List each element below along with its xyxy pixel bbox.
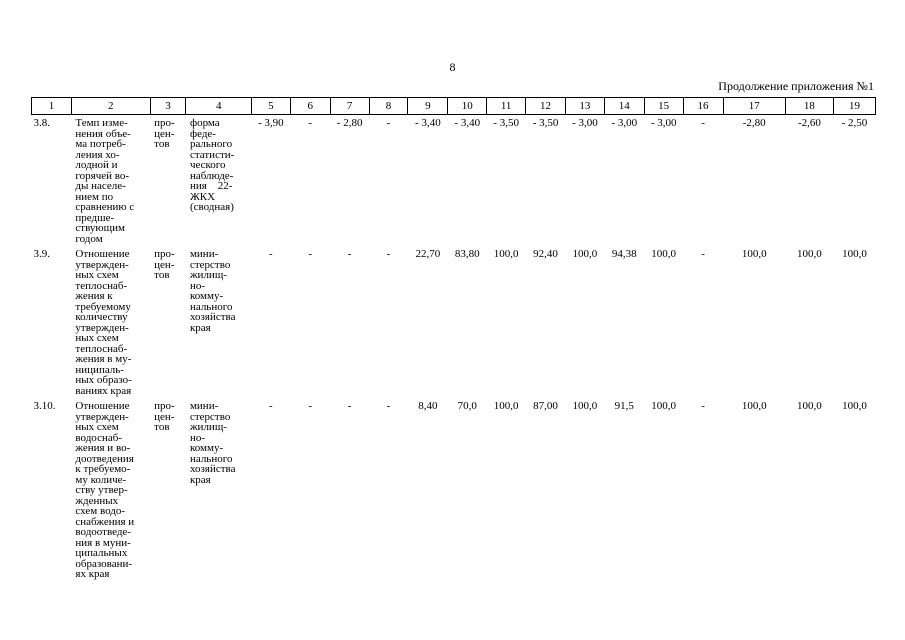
value-cell: 100,0	[797, 248, 822, 260]
value-cell: - 3,50	[532, 117, 559, 129]
value-cell: -	[701, 400, 705, 412]
source-cell: мини- стерство жилищ- но- комму- нального хозяйства края	[189, 400, 236, 486]
header-cell: 13	[565, 98, 604, 115]
header-cell: 8	[369, 98, 408, 115]
unit-cell: про- цен- тов	[154, 117, 175, 150]
value-cell: -	[386, 400, 391, 412]
value-cell: - 3,00	[611, 117, 638, 129]
unit-cell: про- цен- тов	[154, 400, 175, 433]
value-cell: -	[269, 248, 273, 260]
value-cell: -	[308, 248, 313, 260]
indicator-name: Отношение утвержден- ных схем водоснаб- жения и во- доотведения к требуемо- му количе- ству утвер- жденных схем водо- снабжения и водоотведе- ния в муни- ципальных образовани- ях края	[75, 400, 135, 580]
value-cell: 100,0	[493, 400, 519, 412]
value-cell: -2,60	[797, 117, 821, 129]
header-cell: 3	[150, 98, 186, 115]
source-cell: мини- стерство жилищ- но- комму- нального хозяйства края	[189, 248, 236, 334]
value-cell: 92,40	[533, 248, 558, 260]
row-code: 3.10.	[33, 400, 56, 412]
value-cell: 83,80	[454, 248, 480, 260]
value-cell: -	[308, 117, 313, 129]
indicator-name: Отношение утвержден- ных схем теплоснаб- жения к требуемому количеству утвержден- ных схем теплоснаб- жения в му- ниципаль- ных образо- ваниях края	[75, 248, 132, 397]
value-cell: 91,5	[614, 400, 634, 412]
value-cell: -	[701, 117, 705, 129]
value-cell: 22,70	[415, 248, 441, 260]
header-cell: 2	[71, 98, 150, 115]
value-cell: 100,0	[842, 400, 867, 412]
table-row	[32, 246, 876, 398]
header-cell: 4	[186, 98, 251, 115]
header-cell: 9	[408, 98, 448, 115]
value-cell: -2,80	[742, 117, 766, 129]
header-cell: 15	[644, 98, 683, 115]
value-cell: - 3,40	[415, 117, 441, 129]
header-cell: 16	[683, 98, 723, 115]
value-cell: - 3,50	[493, 117, 519, 129]
header-cell: 5	[251, 98, 290, 115]
header-cell: 14	[604, 98, 644, 115]
value-cell: 94,38	[611, 248, 637, 260]
value-cell: -	[386, 117, 391, 129]
value-cell: 100,0	[572, 400, 598, 412]
header-cell: 18	[785, 98, 833, 115]
source-cell: форма феде- рального статисти- ческого наблюде- ния 22- ЖКХ (сводная)	[189, 117, 235, 213]
header-row	[32, 98, 876, 115]
header-cell: 7	[330, 98, 369, 115]
value-cell: 100,0	[493, 248, 519, 260]
header-cell: 19	[833, 98, 875, 115]
header-cell: 1	[32, 98, 72, 115]
header-cell: 10	[448, 98, 487, 115]
value-cell: 100,0	[741, 400, 767, 412]
indicator-name: Темп изме- нения объе- ма потреб- ления хо- лодной и горячей во- ды населе- нием по сравнению с предше- ствующим годом	[75, 117, 135, 245]
value-cell: - 3,00	[650, 117, 677, 129]
value-cell: -	[269, 400, 273, 412]
header-cell: 12	[526, 98, 566, 115]
value-cell: 70,0	[457, 400, 477, 412]
value-cell: 8,40	[418, 400, 438, 412]
page-number: 8	[449, 60, 456, 74]
value-cell: -	[701, 248, 705, 260]
row-code: 3.8.	[33, 117, 50, 129]
value-cell: 100,0	[651, 248, 677, 260]
continuation-label: Продолжение приложения №1	[718, 79, 874, 93]
value-cell: 100,0	[651, 400, 677, 412]
header-cell: 11	[487, 98, 526, 115]
table-row	[32, 115, 876, 247]
value-cell: 100,0	[741, 248, 767, 260]
unit-cell: про- цен- тов	[154, 248, 175, 281]
row-code: 3.9.	[33, 248, 50, 260]
value-cell: 100,0	[797, 400, 822, 412]
value-cell: 87,00	[533, 400, 558, 412]
appendix-table	[31, 97, 876, 582]
value-cell: -	[347, 400, 352, 412]
value-cell: -	[386, 248, 391, 260]
value-cell: 100,0	[842, 248, 867, 260]
value-cell: - 2,80	[336, 117, 363, 129]
value-cell: 100,0	[572, 248, 598, 260]
header-cell: 6	[290, 98, 330, 115]
value-cell: -	[308, 400, 313, 412]
value-cell: - 2,50	[841, 117, 868, 129]
table-row	[32, 398, 876, 582]
value-cell: - 3,40	[454, 117, 481, 129]
value-cell: - 3,00	[572, 117, 598, 129]
value-cell: - 3,90	[258, 117, 284, 129]
header-cell: 17	[723, 98, 785, 115]
value-cell: -	[347, 248, 352, 260]
